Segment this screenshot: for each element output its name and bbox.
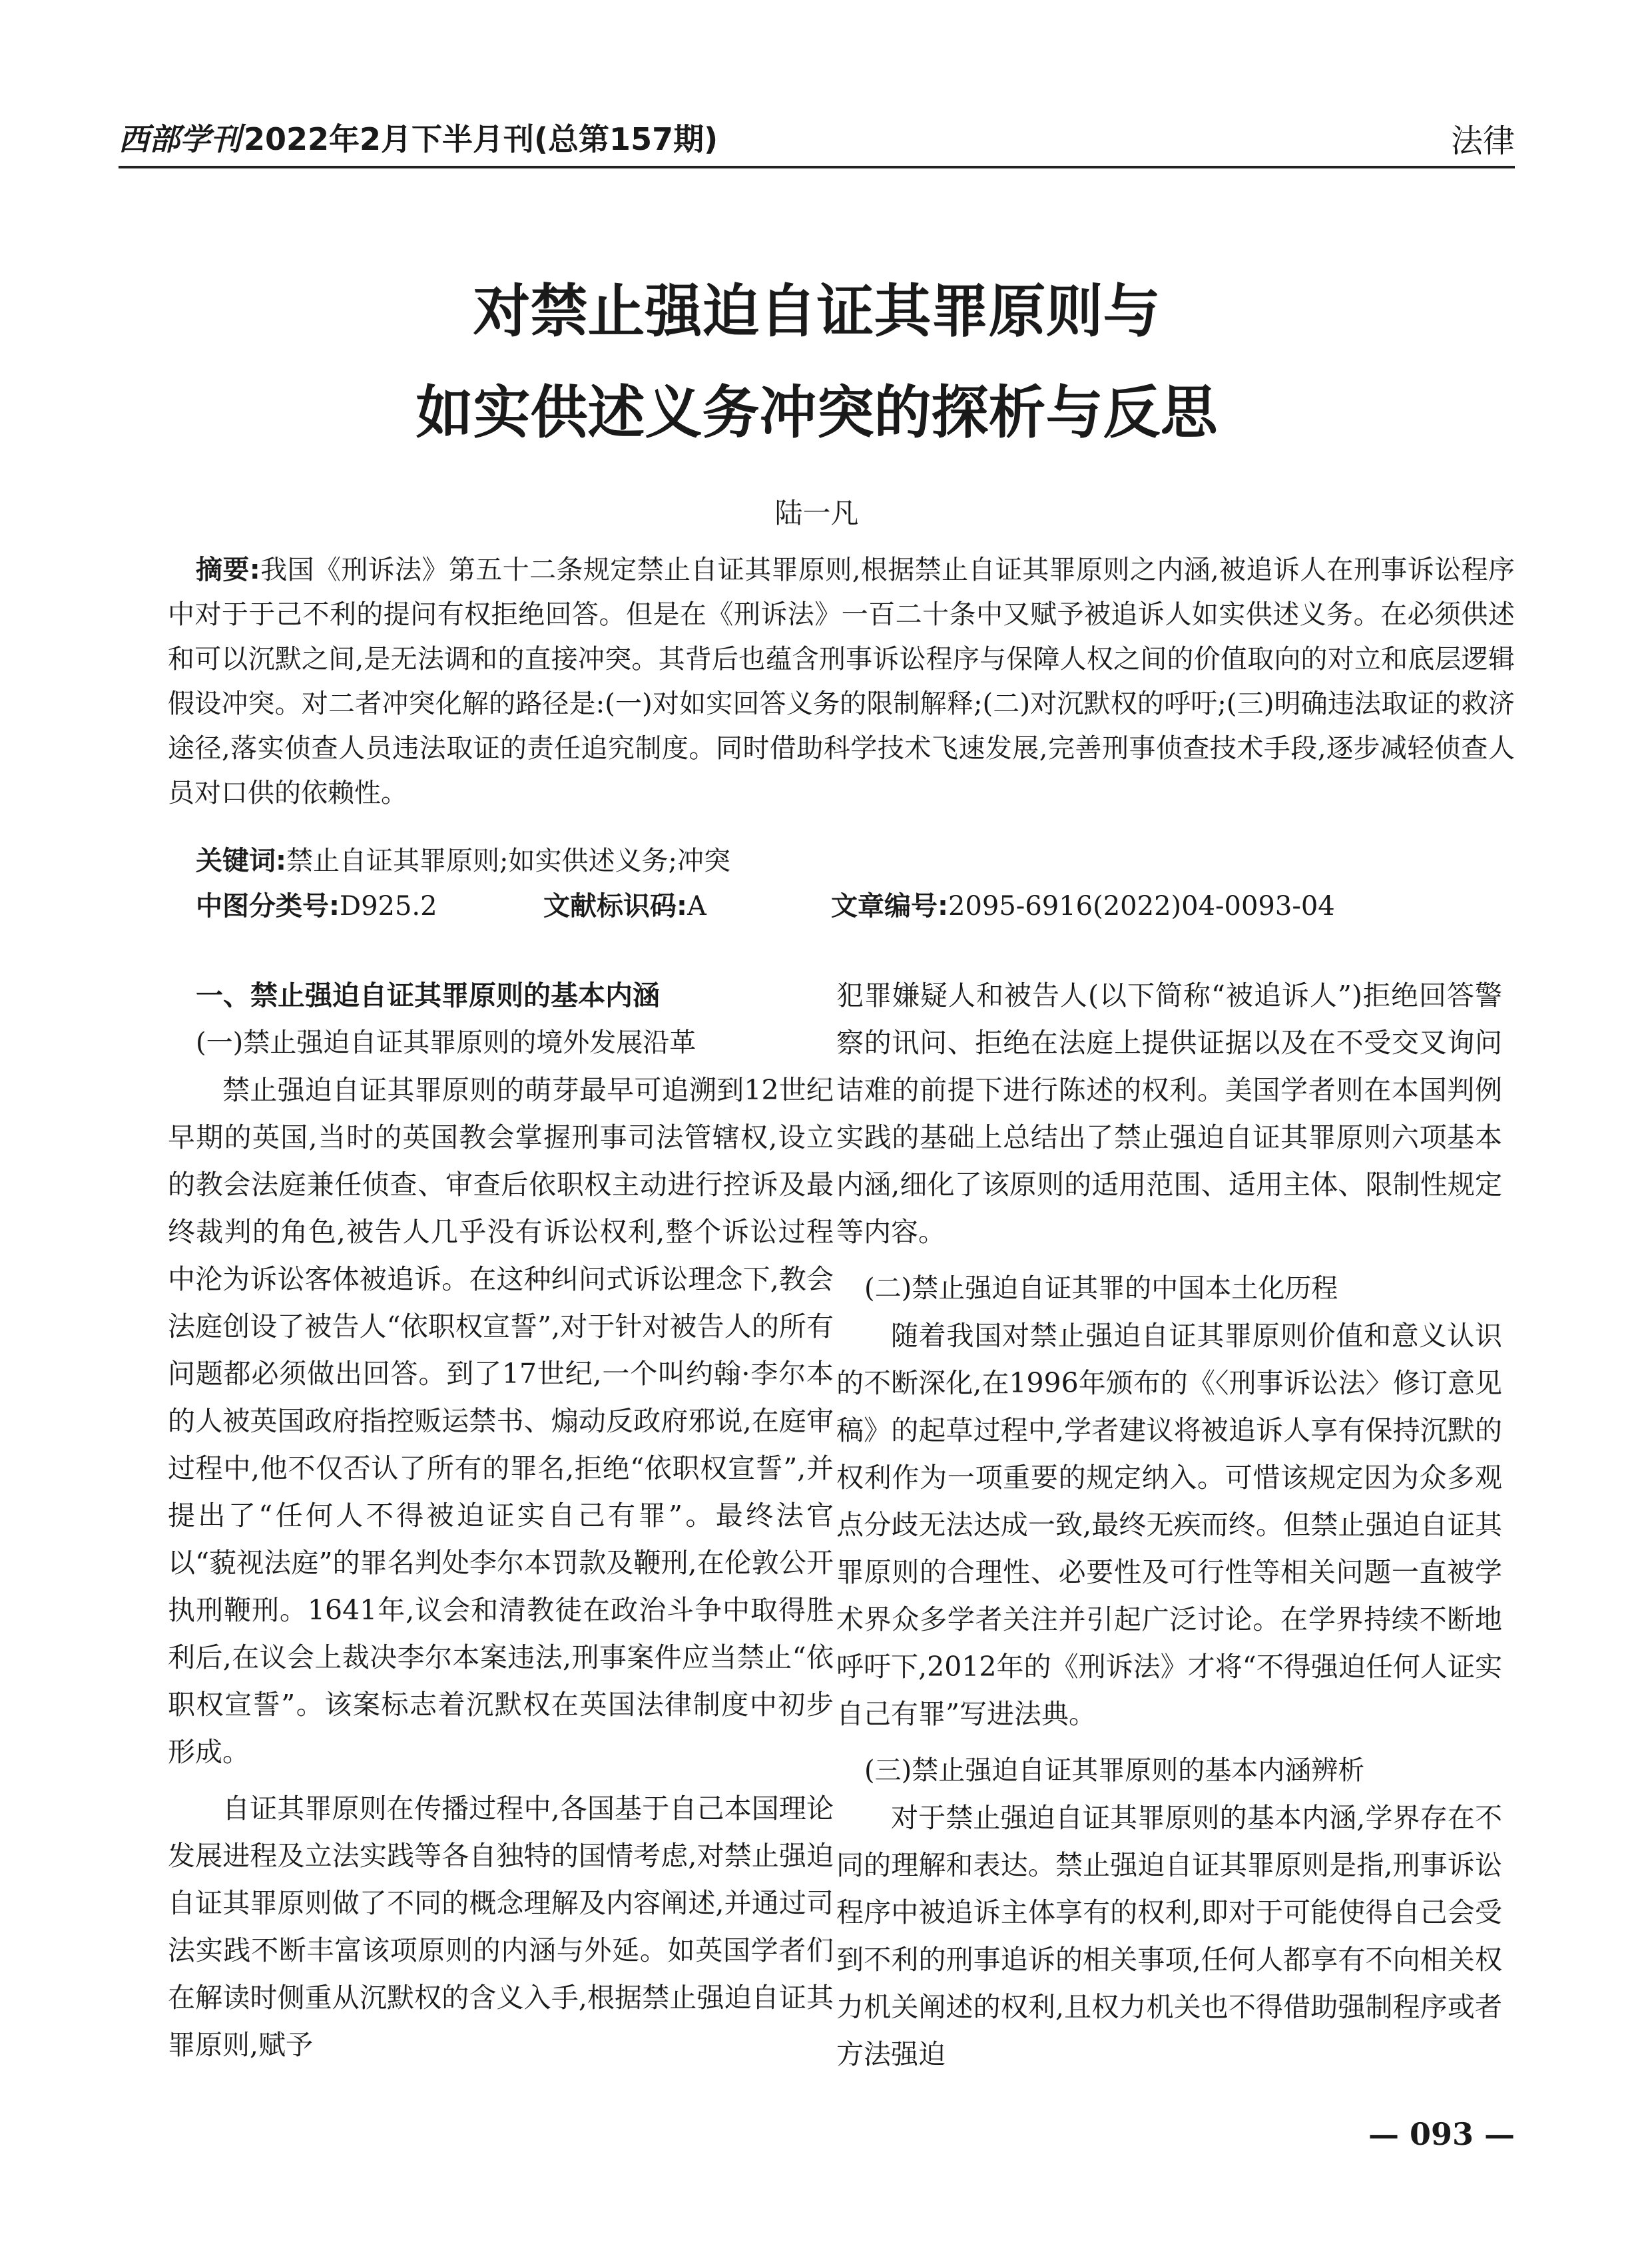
id-value: 2095-6916(2022)04-0093-04: [948, 891, 1335, 922]
clc-label: 中图分类号:: [196, 891, 340, 922]
abstract-text: 我国《刑诉法》第五十二条规定禁止自证其罪原则,根据禁止自证其罪原则之内涵,被追诉人在刑事诉讼程序中对于于己不利的提问有权拒绝回答。但是在《刑诉法》一百二十条中又赋予被追诉人如实供述义务。在必须供述和可以沉默之间,是无法调和的直接冲突。其背后也蕴含刑事诉讼程序与保障人权之间的价值取向的对立和底层逻辑假设冲突。对二者冲突化解的路径是:(一)对如实回答义务的限制解释;(二)对沉默权的呼吁;(三)明确违法取证的救济途径,落实侦查人员违法取证的责任追究制度。同时借助科学技术飞速发展,完善刑事侦查技术手段,逐步减轻侦查人员对口供的依赖性。: [168, 555, 1515, 808]
clc-value: D925.2: [340, 891, 437, 922]
keywords-text: 禁止自证其罪原则;如实供述义务;冲突: [286, 846, 730, 876]
title-line-2: 如实供述义务冲突的探析与反思: [415, 380, 1218, 446]
header-rule: [119, 166, 1515, 168]
abstract: [168, 548, 1515, 816]
journal-logo: 西部学刊: [119, 121, 241, 157]
paragraph-5: 对于禁止强迫自证其罪原则的基本内涵,学界存在不同的理解和表达。禁止强迫自证其罪原则是指,刑事诉讼程序中被追诉主体享有的权利,即对于可能使得自己会受到不利的刑事追诉的相关事项,任何人都享有不向相关权力机关阐述的权利,且权力机关也不得借助强制程序或者方法强迫: [836, 1802, 1502, 2070]
issue-info: 2022年2月下半月刊(总第157期): [244, 121, 718, 157]
subsection-heading-1: (一)禁止强迫自证其罪原则的境外发展沿革: [196, 1027, 696, 1058]
section-heading-1: 一、禁止强迫自证其罪原则的基本内涵: [196, 980, 660, 1011]
clc-number: [196, 886, 437, 926]
running-header: [119, 110, 1515, 163]
article-number: [831, 886, 1335, 926]
subsection-heading-2: (二)禁止强迫自证其罪的中国本土化历程: [864, 1273, 1338, 1304]
article-title: [119, 261, 1515, 463]
keywords-label: 关键词:: [196, 846, 286, 876]
body-column-right: [836, 972, 1502, 2078]
keywords-line: [196, 841, 730, 881]
author-name: 陆一凡: [774, 497, 859, 529]
id-label: 文章编号:: [831, 891, 948, 922]
paragraph-4: 随着我国对禁止强迫自证其罪原则价值和意义认识的不断深化,在1996年颁布的《〈刑事诉讼法〉修订意见稿》的起草过程中,学者建议将被追诉人享有保持沉默的权利作为一项重要的规定纳入。可惜该规定因为众多观点分歧无法达成一致,最终无疾而终。但禁止强迫自证其罪原则的合理性、必要性及可行性等相关问题一直被学术界众多学者关注并引起广泛讨论。在学界持续不断地呼吁下,2012年的《刑诉法》才将“不得强迫任何人证实自己有罪”写进法典。: [836, 1320, 1502, 1730]
doc-label: 文献标识码:: [543, 891, 687, 922]
document-code: [543, 886, 706, 926]
subsection-heading-3: (三)禁止强迫自证其罪原则的基本内涵辨析: [864, 1755, 1365, 1786]
header-journal-issue: [119, 115, 718, 159]
body-column-left: [168, 972, 834, 2069]
title-line-1: 对禁止强迫自证其罪原则与: [473, 278, 1161, 345]
doc-value: A: [687, 891, 706, 922]
abstract-label: 摘要:: [196, 555, 260, 585]
paragraph-1: 禁止强迫自证其罪原则的萌芽最早可追溯到12世纪早期的英国,当时的英国教会掌握刑事司法管辖权,设立的教会法庭兼任侦查、审查后依职权主动进行控诉及最终裁判的角色,被告人几乎没有诉讼权利,整个诉讼过程中沦为诉讼客体被追诉。在这种纠问式诉讼理念下,教会法庭创设了被告人“依职权宣誓”,对于针对被告人的所有问题都必须做出回答。到了17世纪,一个叫约翰·李尔本的人被英国政府指控贩运禁书、煽动反政府邪说,在庭审过程中,他不仅否认了所有的罪名,拒绝“依职权宣誓”,并提出了“任何人不得被迫证实自己有罪”。最终法官以“藐视法庭”的罪名判处李尔本罚款及鞭刑,在伦敦公开执刑鞭刑。1641年,议会和清教徒在政治斗争中取得胜利后,在议会上裁决李尔本案违法,刑事案件应当禁止“依职权宣誓”。该案标志着沉默权在英国法律制度中初步形成。: [168, 1074, 834, 1768]
paragraph-2: 自证其罪原则在传播过程中,各国基于自己本国理论发展进程及立法实践等各自独特的国情考虑,对禁止强迫自证其罪原则做了不同的概念理解及内容阐述,并通过司法实践不断丰富该项原则的内涵与外延。如英国学者们在解读时侧重从沉默权的含义入手,根据禁止强迫自证其罪原则,赋予: [168, 1793, 834, 2061]
section-label: 法律: [1450, 123, 1515, 160]
paragraph-3: 犯罪嫌疑人和被告人(以下简称“被追诉人”)拒绝回答警察的讯问、拒绝在法庭上提供证据以及在不受交叉询问诘难的前提下进行陈述的权利。美国学者则在本国判例实践的基础上总结出了禁止强迫自证其罪原则六项基本内涵,细化了该原则的适用范围、适用主体、限制性规定等内容。: [836, 980, 1502, 1248]
page-number: — 093 —: [1368, 2116, 1515, 2152]
